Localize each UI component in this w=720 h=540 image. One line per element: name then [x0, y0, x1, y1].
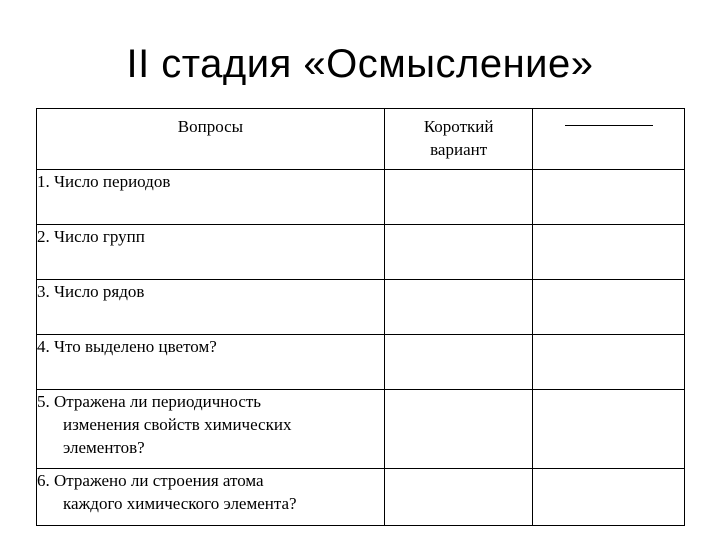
question-cell	[37, 170, 385, 225]
question-cell	[37, 469, 385, 526]
extra-answer-cell[interactable]	[533, 390, 685, 469]
table-row	[37, 335, 685, 390]
question-cell	[37, 335, 385, 390]
header-short-variant	[384, 109, 533, 170]
question-text-cont: каждого химического элемента?	[63, 494, 297, 513]
short-answer-cell[interactable]	[384, 280, 533, 335]
extra-answer-cell[interactable]	[533, 280, 685, 335]
short-answer-cell[interactable]	[384, 225, 533, 280]
question-cell	[37, 225, 385, 280]
question-text-cont: элементов?	[63, 438, 145, 457]
short-answer-cell[interactable]	[384, 390, 533, 469]
question-text: 2. Число групп	[37, 227, 145, 246]
header-short-line2: вариант	[430, 140, 488, 159]
table-row	[37, 225, 685, 280]
questions-table	[36, 108, 685, 526]
header-short-line1: Короткий	[423, 117, 494, 136]
header-dash-line	[565, 125, 653, 126]
question-text: 1. Число периодов	[37, 172, 171, 191]
table-row	[37, 390, 685, 469]
slide-title: II стадия «Осмысление»	[126, 42, 594, 86]
question-cell	[37, 390, 385, 469]
question-text: 4. Что выделено цветом?	[37, 337, 217, 356]
table-row	[37, 280, 685, 335]
table-row	[37, 469, 685, 526]
table-header-row	[37, 109, 685, 170]
header-blank-line	[533, 109, 685, 170]
extra-answer-cell[interactable]	[533, 335, 685, 390]
question-text: 6. Отражено ли строения атома	[37, 471, 264, 490]
table-row	[37, 170, 685, 225]
extra-answer-cell[interactable]	[533, 469, 685, 526]
extra-answer-cell[interactable]	[533, 170, 685, 225]
header-questions: Вопросы	[37, 109, 385, 170]
question-cell	[37, 280, 385, 335]
question-text: 5. Отражена ли периодичность	[37, 392, 262, 411]
extra-answer-cell[interactable]	[533, 225, 685, 280]
question-text-cont: изменения свойств химических	[63, 415, 292, 434]
short-answer-cell[interactable]	[384, 170, 533, 225]
question-text: 3. Число рядов	[37, 282, 145, 301]
short-answer-cell[interactable]	[384, 469, 533, 526]
short-answer-cell[interactable]	[384, 335, 533, 390]
